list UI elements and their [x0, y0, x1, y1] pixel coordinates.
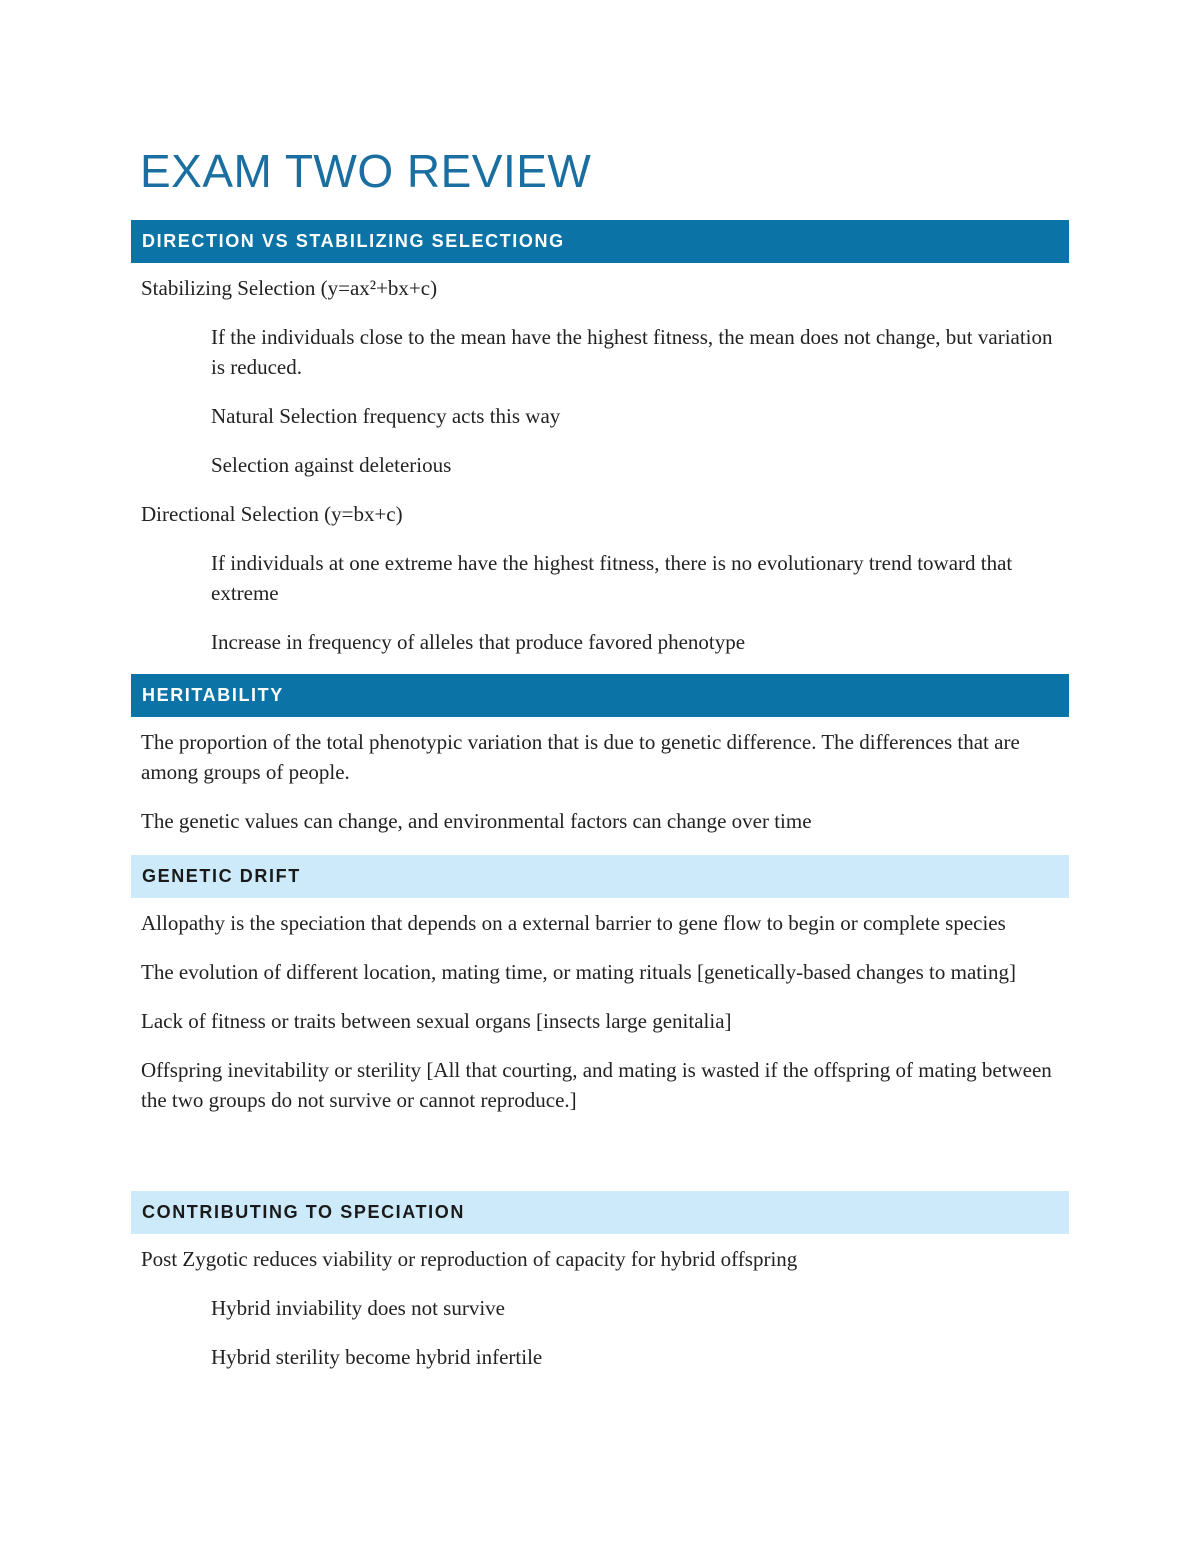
section-body: [131, 898, 1069, 1115]
paragraph-indented: Hybrid sterility become hybrid infertile: [211, 1345, 543, 1369]
paragraph: The proportion of the total phenotypic variation that is due to genetic difference. The differences that are among groups of people.: [141, 730, 1020, 784]
section-body: [131, 717, 1069, 836]
section-body: [131, 1234, 1069, 1372]
section-direction-vs-stabilizing: [131, 220, 1069, 676]
paragraph-indented: If individuals at one extreme have the highest fitness, there is no evolutionary trend toward that extreme: [211, 551, 1013, 605]
paragraph-indented: Hybrid inviability does not survive: [211, 1296, 505, 1320]
paragraph-indented: Increase in frequency of alleles that produce favored phenotype: [211, 630, 746, 654]
paragraph: The genetic values can change, and environmental factors can change over time: [141, 809, 812, 833]
section-heading: CONTRIBUTING TO SPECIATION: [131, 1191, 1069, 1234]
section-heading: GENETIC DRIFT: [131, 855, 1069, 898]
paragraph: Offspring inevitability or sterility [All that courting, and mating is wasted if the offspring of mating between the two groups do not survive or cannot reproduce.]: [141, 1058, 1052, 1112]
section-heading: DIRECTION VS STABILIZING SELECTIONG: [131, 220, 1069, 263]
section-body: [131, 263, 1069, 657]
paragraph: Directional Selection (y=bx+c): [141, 502, 403, 526]
paragraph-indented: If the individuals close to the mean have the highest fitness, the mean does not change, but variation is reduced.: [211, 325, 1053, 379]
paragraph: The evolution of different location, mating time, or mating rituals [genetically-based changes to mating]: [141, 960, 1016, 984]
document-title: EXAM TWO REVIEW: [140, 145, 592, 197]
section-contributing-to-speciation: [131, 1191, 1069, 1391]
section-genetic-drift: [131, 855, 1069, 1134]
section-heading: HERITABILITY: [131, 674, 1069, 717]
paragraph: Post Zygotic reduces viability or reproduction of capacity for hybrid offspring: [141, 1247, 798, 1271]
paragraph: Allopathy is the speciation that depends on a external barrier to gene flow to begin or complete species: [141, 911, 1006, 935]
paragraph-indented: Natural Selection frequency acts this way: [211, 404, 561, 428]
section-heritability: [131, 674, 1069, 855]
paragraph: Lack of fitness or traits between sexual organs [insects large genitalia]: [141, 1009, 732, 1033]
paragraph-indented: Selection against deleterious: [211, 453, 452, 477]
paragraph: Stabilizing Selection (y=ax²+bx+c): [141, 276, 438, 300]
